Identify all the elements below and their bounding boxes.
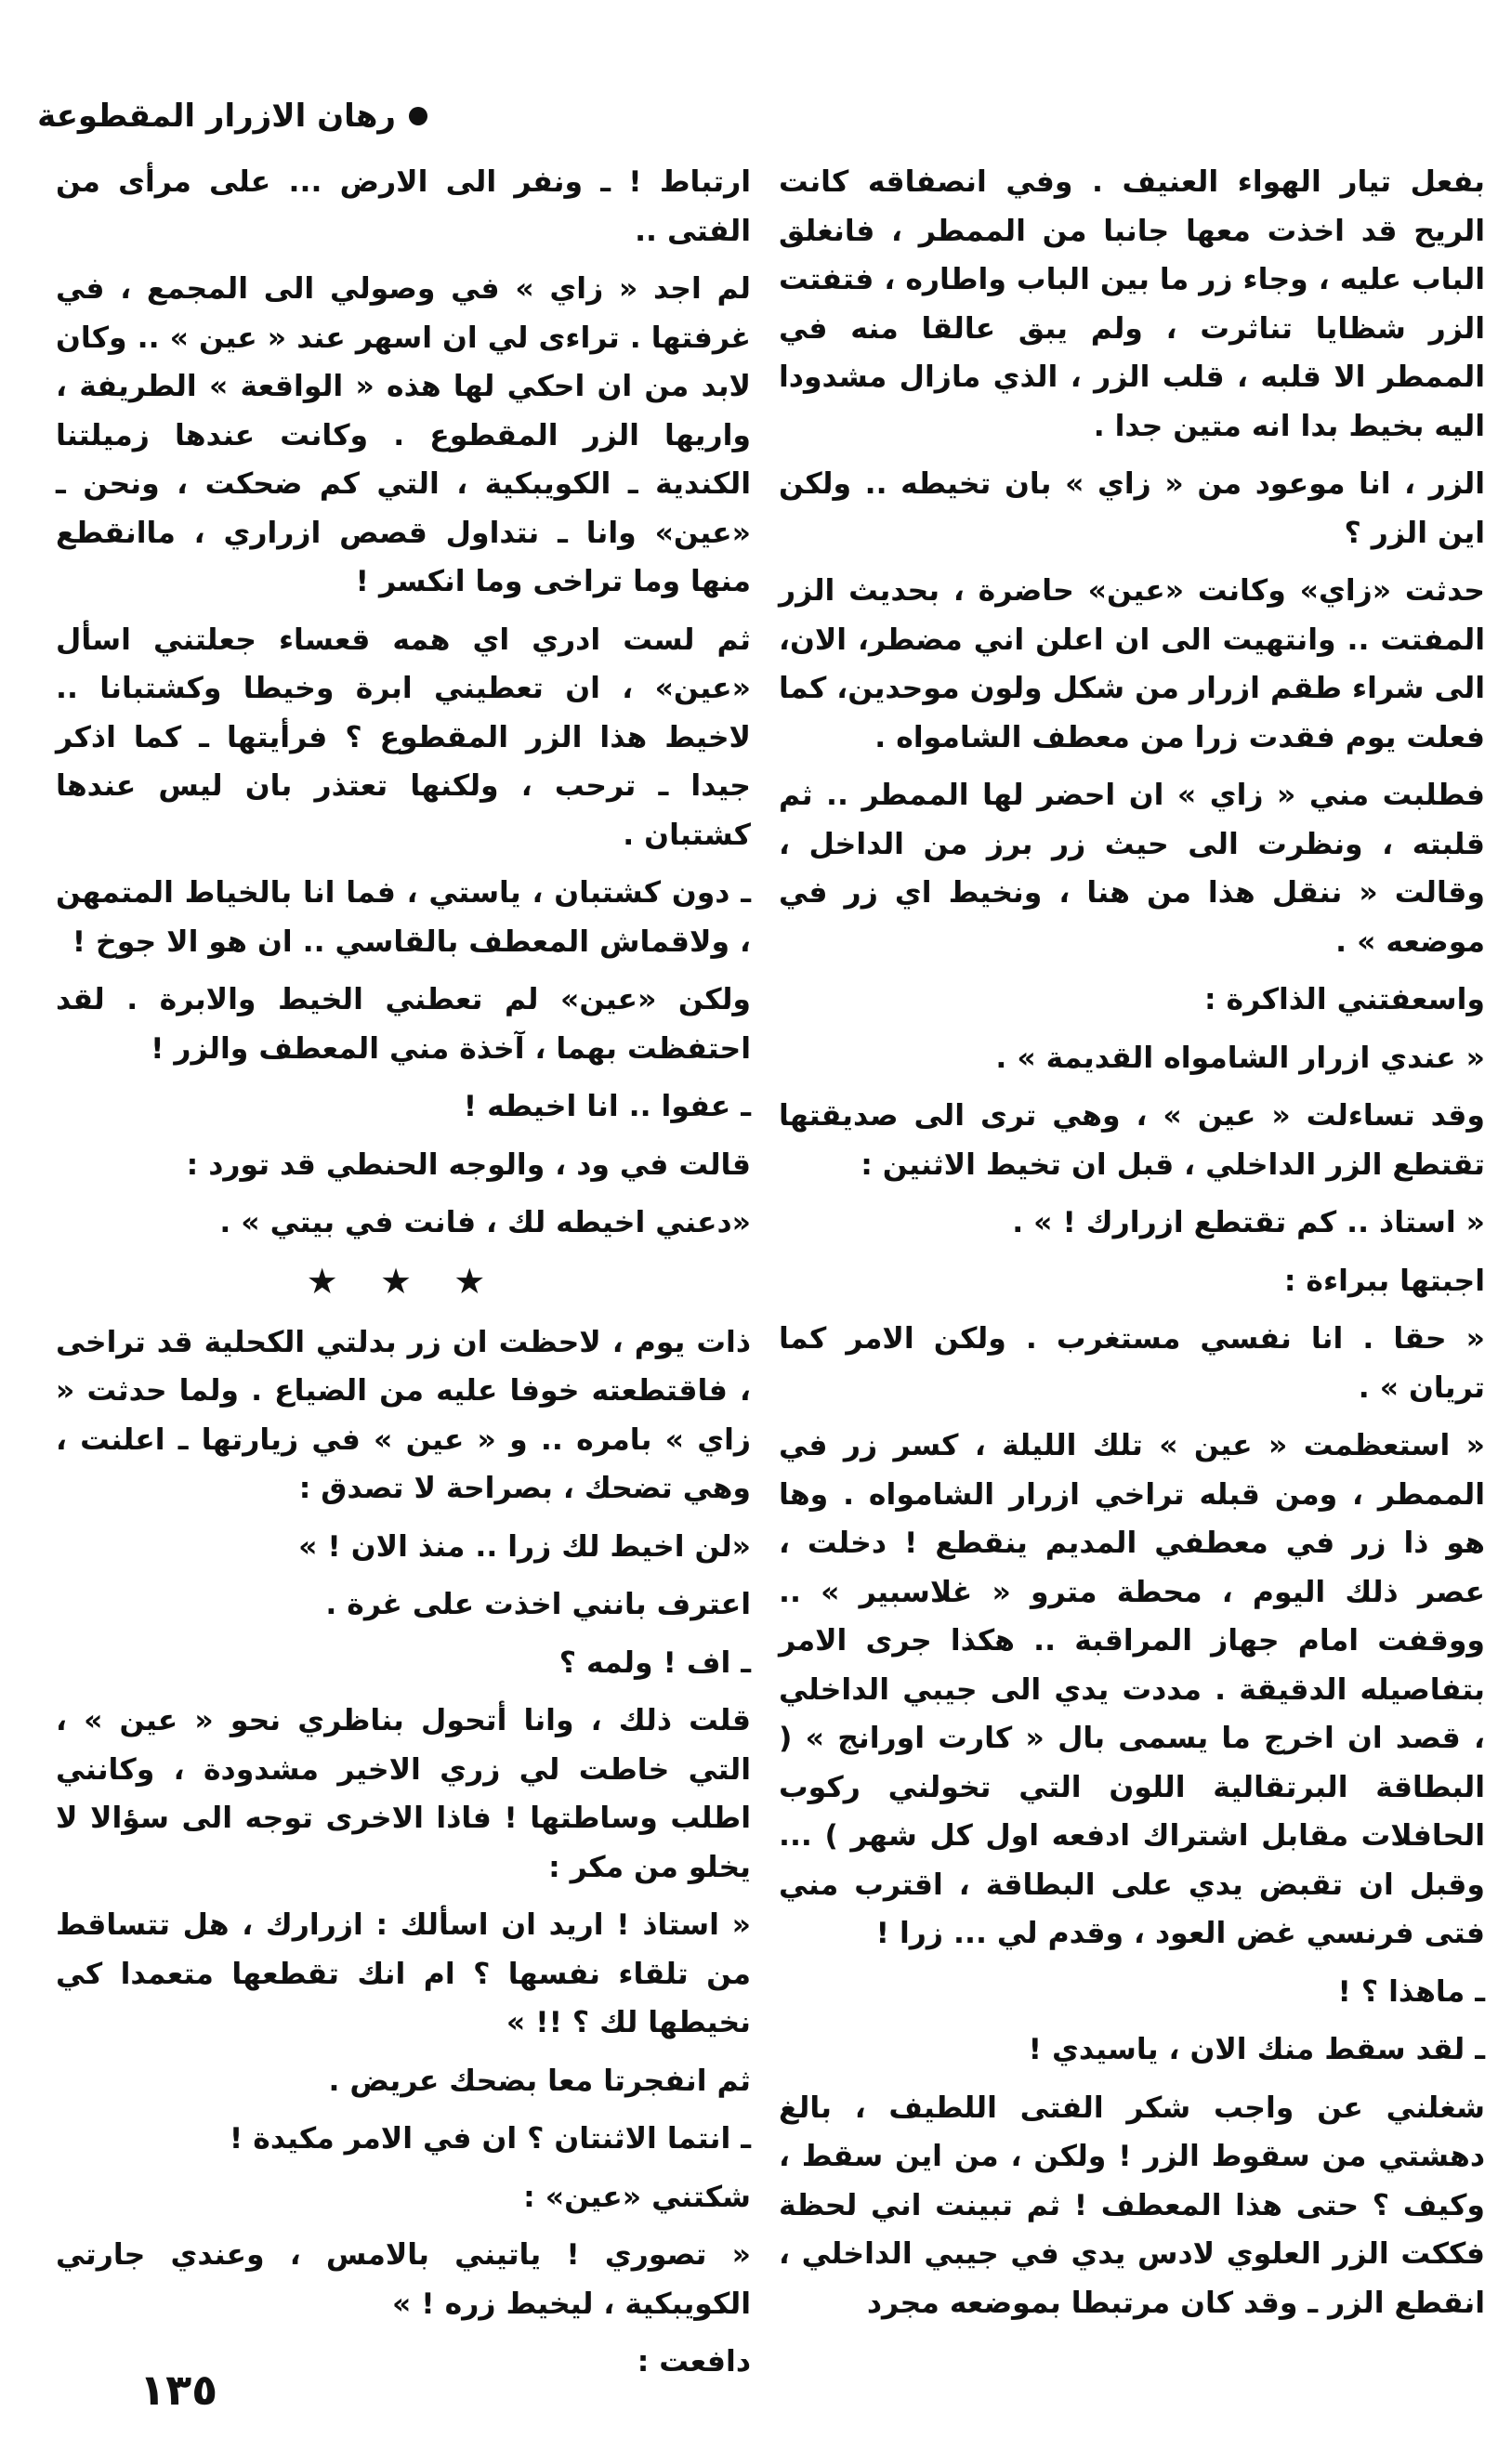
paragraph: اجبتها ببراءة : — [1283, 1264, 1485, 1298]
left-column — [56, 158, 751, 2396]
paragraph: « تصوري ! ياتيني بالامس ، وعندي جارتي الكويبكية ، ليخيط زره ! » — [56, 2238, 751, 2321]
article-title: رهان الازرار المقطوعة — [37, 98, 396, 135]
paragraph: اعترف بانني اخذت على غرة . — [325, 1588, 751, 1621]
paragraph: وقد تساءلت « عين » ، وهي ترى الى صديقتها تقتطع الزر الداخلي ، قبل ان تخيط الاثنين : — [779, 1099, 1485, 1182]
paragraph: لم اجد « زاي » في وصولي الى المجمع ، في غرفتها . تراءى لي ان اسهر عند « عين » .. وكان لابد من ان احكي لها هذه « الواقعة » الطريفة ، واريها الزر المقطوع . وكانت عندها زميلتنا الكندية ـ الكويبكية ، التي كم ضحكت ، ونحن ـ «عين» وانا ـ نتداول قصص ازراري ، ماانقطع منها وما تراخى وما انكسر ! — [56, 272, 751, 598]
paragraph: ـ ماهذا ؟ ! — [1337, 1974, 1485, 2009]
paragraph: فطلبت مني « زاي » ان احضر لها الممطر .. ثم قلبته ، ونظرت الى حيث زر برز من الداخل ، وقالت « ننقل هذا من هنا ، ونخيط اي زر في موضعه » . — [779, 779, 1485, 959]
paragraph: « استعظمت « عين » تلك الليلة ، كسر زر في الممطر ، ومن قبله تراخي ازرار الشامواه . وها هو ذا زر في معطفي المديم ينقطع ! دخلت ، عصر ذلك اليوم ، محطة مترو « غلاسبير » .. ووقفت امام جهاز المراقبة .. هكذا جرى الامر بتفاصيله الدقيقة . مددت يدي الى جيبي الداخلي ، قصد ان اخرج ما يسمى بال « كارت اورانج » ( البطاقة البرتقالية اللون التي تخولني ركوب الحافلات مقابل اشتراك ادفعه اول كل شهر ) ... وقبل ان تقبض يدي على البطاقة ، اقترب مني فتى فرنسي غض العود ، وقدم لي ... زرا ! — [779, 1429, 1485, 1950]
paragraph: الزر ، انا موعود من « زاي » بان تخيطه .. ولكن اين الزر ؟ — [779, 467, 1485, 550]
paragraph: شكتني «عين» : — [523, 2180, 751, 2214]
paragraph: « استاذ ! اريد ان اسألك : ازرارك ، هل تتساقط من تلقاء نفسها ؟ ام انك تقطعها متعمدا كي نخيطها لك ؟ !! » — [56, 1908, 751, 2039]
paragraph: ولكن «عين» لم تعطني الخيط والابرة . لقد احتفظت بهما ، آخذة مني المعطف والزر ! — [56, 983, 751, 1066]
paragraph: ذات يوم ، لاحظت ان زر بدلتي الكحلية قد تراخى ، فاقتطعته خوفا عليه من الضياع . ولما حدثت « زاي » بامره .. و « عين » في زيارتها ـ اعلنت ، وهي تضحك ، بصراحة لا تصدق : — [56, 1325, 751, 1505]
paragraph: «لن اخيط لك زرا .. منذ الان ! » — [298, 1529, 751, 1564]
paragraph: ـ اف ! ولمه ؟ — [558, 1645, 751, 1680]
page-number: ١٣٥ — [139, 2365, 218, 2415]
paragraph: « استاذ .. كم تقتطع ازرارك ! » . — [1012, 1206, 1485, 1239]
paragraph: ـ انتما الاثنتان ؟ ان في الامر مكيدة ! — [229, 2122, 751, 2156]
paragraph: دافعت : — [637, 2345, 751, 2379]
paragraph: قلت ذلك ، وانا أتحول بناظري نحو « عين » ، التي خاطت لي زري الاخير مشدودة ، وكانني اطلب وساطتها ! فاذا الاخرى توجه الى سؤالا لا يخلو من مكر : — [56, 1704, 751, 1884]
paragraph: ـ لقد سقط منك الان ، ياسيدي ! — [1028, 2033, 1485, 2066]
paragraph: ـ دون كشتبان ، ياستي ، فما انا بالخياط المتمهن ، ولاقماش المعطف بالقاسي .. ان هو الا جوخ ! — [56, 876, 751, 959]
paragraph: ثم لست ادري اي همه قعساء جعلتني اسأل «عين» ، ان تعطيني ابرة وخيطا وكشتبانا .. لاخيط هذا الزر المقطوع ؟ فرأيتها ـ كما اذكر جيدا ـ ترحب ، ولكنها تعتذر بان ليس عندها كشتبان . — [56, 623, 751, 852]
paragraph: ثم انفجرتا معا بضحك عريض . — [328, 2064, 751, 2098]
paragraph: بفعل تيار الهواء العنيف . وفي انصفاقه كانت الريح قد اخذت معها جانبا من الممطر ، فانغلق الباب عليه ، وجاء زر ما بين الباب واطاره ، فتفتت الزر شظايا تناثرت ، ولم يبق عالقا منه في الممطر الا قلبه ، قلب الزر ، الذي مازال مشدودا اليه بخيط بدا انه متين جدا . — [779, 165, 1485, 443]
paragraph: « حقا . انا نفسي مستغرب . ولكن الامر كما تريان » . — [779, 1322, 1485, 1405]
paragraph: واسعفتني الذاكرة : — [1203, 983, 1485, 1016]
bullet-icon — [409, 107, 427, 125]
paragraph: ارتباط ! ـ ونفر الى الارض ... على مرأى من الفتى .. — [56, 165, 751, 248]
paragraph: «دعني اخيطه لك ، فانت في بيتي » . — [219, 1206, 751, 1239]
paragraph: « عندي ازرار الشامواه القديمة » . — [995, 1041, 1485, 1075]
paragraph: قالت في ود ، والوجه الحنطي قد تورد : — [186, 1147, 751, 1182]
paragraph: شغلني عن واجب شكر الفتى اللطيف ، بالغ دهشتي من سقوط الزر ! ولكن ، من اين سقط ، وكيف ؟ حتى هذا المعطف ! ثم تبينت اني لحظة فككت الزر العلوي لادس يدي في جيبي الداخلي ، انقطع الزر ـ وقد كان مرتبطا بموضعه مجرد — [779, 2090, 1485, 2320]
paragraph: حدثت «زاي» وكانت «عين» حاضرة ، بحديث الزر المفتت .. وانتهيت الى ان اعلن اني مضطر، الان، الى شراء طقم ازرار من شكل ولون موحدين، كما فعلت يوم فقدت زرا من معطف الشامواه . — [779, 574, 1485, 754]
paragraph: ـ عفوا .. انا اخيطه ! — [463, 1090, 751, 1123]
section-divider-stars: ★ ★ ★ — [306, 1260, 501, 1302]
article-header — [37, 88, 427, 144]
right-column — [779, 158, 1485, 2337]
